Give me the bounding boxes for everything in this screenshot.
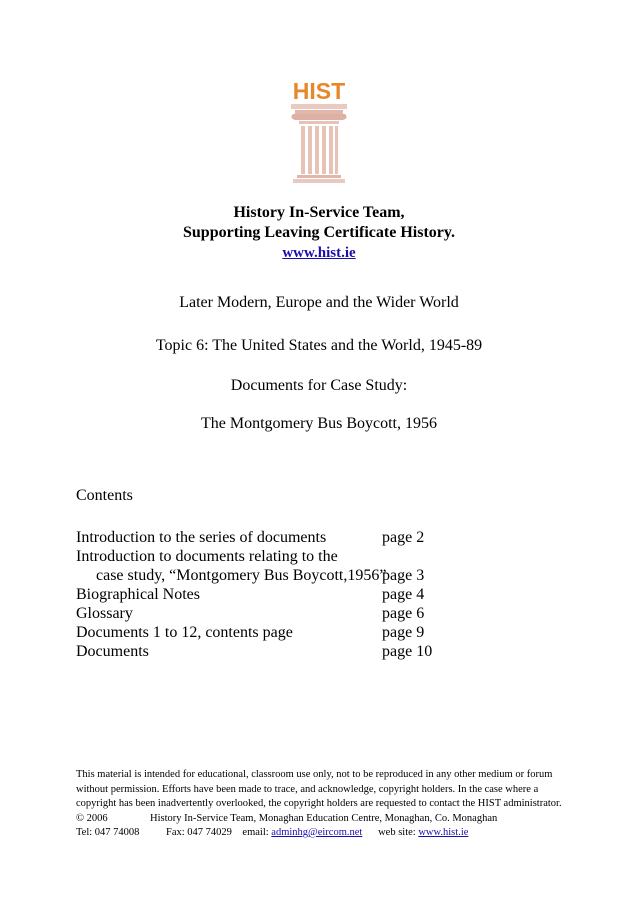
hist-logo	[279, 70, 359, 185]
toc-row	[76, 566, 516, 585]
toc-page: page 4	[382, 586, 425, 603]
footer-line: without permission. Efforts have been made to trace, and acknowledge, copyright holders. In the case where a	[76, 783, 539, 795]
toc-label: case study, “Montgomery Bus Boycott,1956”	[96, 567, 387, 584]
website-footer-link[interactable]: www.hist.ie	[418, 827, 469, 838]
toc-label: Introduction to documents relating to the	[76, 548, 338, 565]
toc-row	[76, 604, 516, 623]
website-link[interactable]: www.hist.ie	[282, 245, 356, 261]
toc-page: page 9	[382, 624, 425, 641]
topic-title: Topic 6: The United States and the World, 1945-89	[155, 337, 483, 354]
toc-label: Introduction to the series of documents	[76, 529, 327, 546]
toc-row	[76, 528, 516, 547]
footer-line: This material is intended for educational, classroom use only, not to be reproduced in any other medium or forum	[76, 769, 553, 780]
toc-row	[76, 547, 516, 566]
address: History In-Service Team, Monaghan Education Centre, Monaghan, Co. Monaghan	[150, 812, 498, 824]
telephone: Tel: 047 74008	[76, 827, 140, 838]
copyright-footer	[76, 768, 576, 841]
table-of-contents	[76, 528, 516, 661]
footer-line: copyright has been inadvertently overlooked, the copyright holders are requested to contact the HIST administrator.	[76, 798, 562, 809]
email-label: email:	[242, 827, 269, 838]
toc-label: Documents	[76, 643, 149, 660]
email-link[interactable]: adminhg@eircom.net	[271, 827, 363, 838]
web-label: web site:	[378, 827, 416, 838]
documents-heading: Documents for Case Study:	[230, 377, 408, 394]
copyright-year: © 2006	[76, 812, 108, 824]
toc-row	[76, 623, 516, 642]
tagline: Supporting Leaving Certificate History.	[183, 224, 455, 241]
toc-page: page 2	[382, 529, 425, 546]
column-pillar-icon	[279, 104, 359, 184]
toc-page: page 3	[382, 567, 425, 584]
toc-row	[76, 585, 516, 604]
footer-address-line	[76, 812, 576, 827]
toc-page: page 10	[382, 643, 433, 660]
toc-label: Documents 1 to 12, contents page	[76, 624, 293, 641]
fax: Fax: 047 74029	[166, 827, 232, 838]
toc-page: page 6	[382, 605, 425, 622]
case-study-title: The Montgomery Bus Boycott, 1956	[201, 415, 437, 432]
course-title: Later Modern, Europe and the Wider World	[179, 294, 459, 311]
footer-contact-line	[76, 826, 576, 841]
logo-text: HIST	[292, 78, 346, 104]
toc-row	[76, 642, 516, 661]
team-name: History In-Service Team,	[233, 204, 405, 221]
toc-label: Biographical Notes	[76, 586, 200, 603]
toc-label: Glossary	[76, 605, 133, 622]
contents-heading: Contents	[76, 487, 133, 504]
